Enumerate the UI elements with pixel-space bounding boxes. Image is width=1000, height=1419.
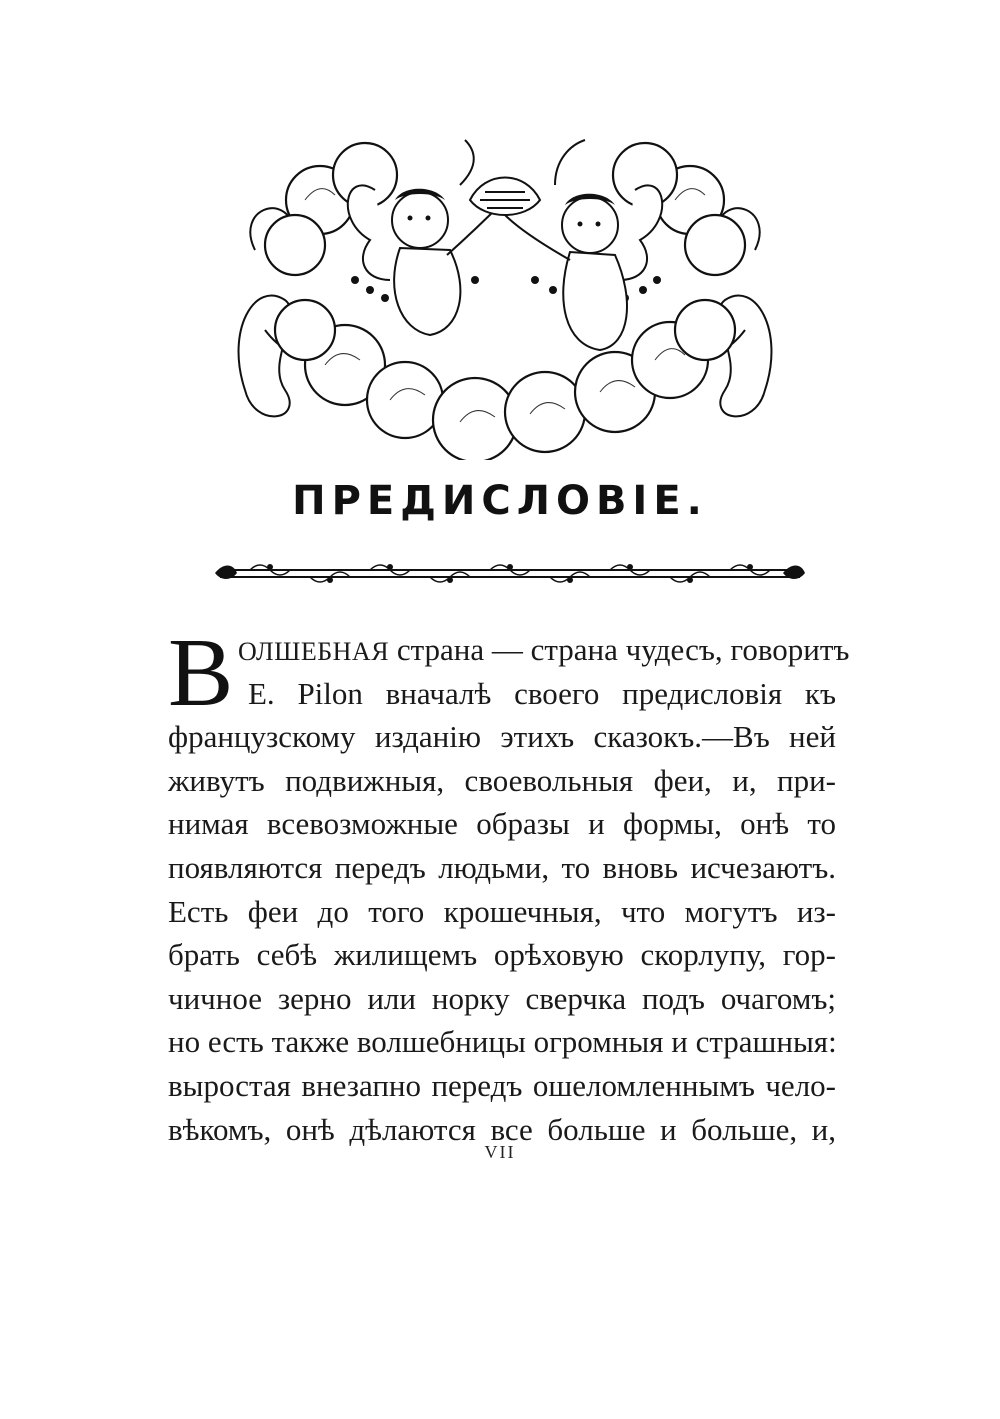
drop-cap: В (168, 619, 234, 727)
text-line: чичное зерно или норку сверчка подъ очагомъ; (168, 980, 836, 1016)
text-line: появляются передъ людьми, то вновь исчезаютъ. (168, 849, 836, 885)
vine-rule-icon (210, 555, 810, 591)
text-line: вѣкомъ, онѣ дѣлаются все больше и больше, и, (168, 1111, 836, 1147)
page-title: ПРЕДИСЛОВІЕ. (292, 478, 708, 524)
text-line: E. Pilon вначалѣ своего предисловія къ (248, 675, 836, 711)
text-line: нимая всевозможные образы и формы, онѣ то (168, 806, 836, 842)
body-text (168, 619, 850, 1151)
text-line: ОЛШЕБНАЯ страна — страна чудесъ, говоритъ (238, 632, 850, 667)
headpiece-illustration-cherubs-in-clouds (225, 130, 785, 460)
text-line: живутъ подвижныя, своевольныя феи, и, при- (168, 762, 836, 798)
decorative-rule-ornament (210, 555, 810, 591)
text-line: но есть также волшебницы огромныя и страшныя: (168, 1024, 837, 1060)
cherubs-clouds-engraving (225, 130, 785, 460)
page-number: VII (484, 1142, 516, 1162)
text-line: брать себѣ жилищемъ орѣховую скорлупу, гор- (168, 937, 836, 973)
text-line: французскому изданію этихъ сказокъ.—Въ ней (168, 719, 836, 755)
text-line: Есть феи до того крошечныя, что могутъ из- (168, 893, 836, 929)
text-line: выростая внезапно передъ ошеломленнымъ чело- (168, 1067, 836, 1103)
